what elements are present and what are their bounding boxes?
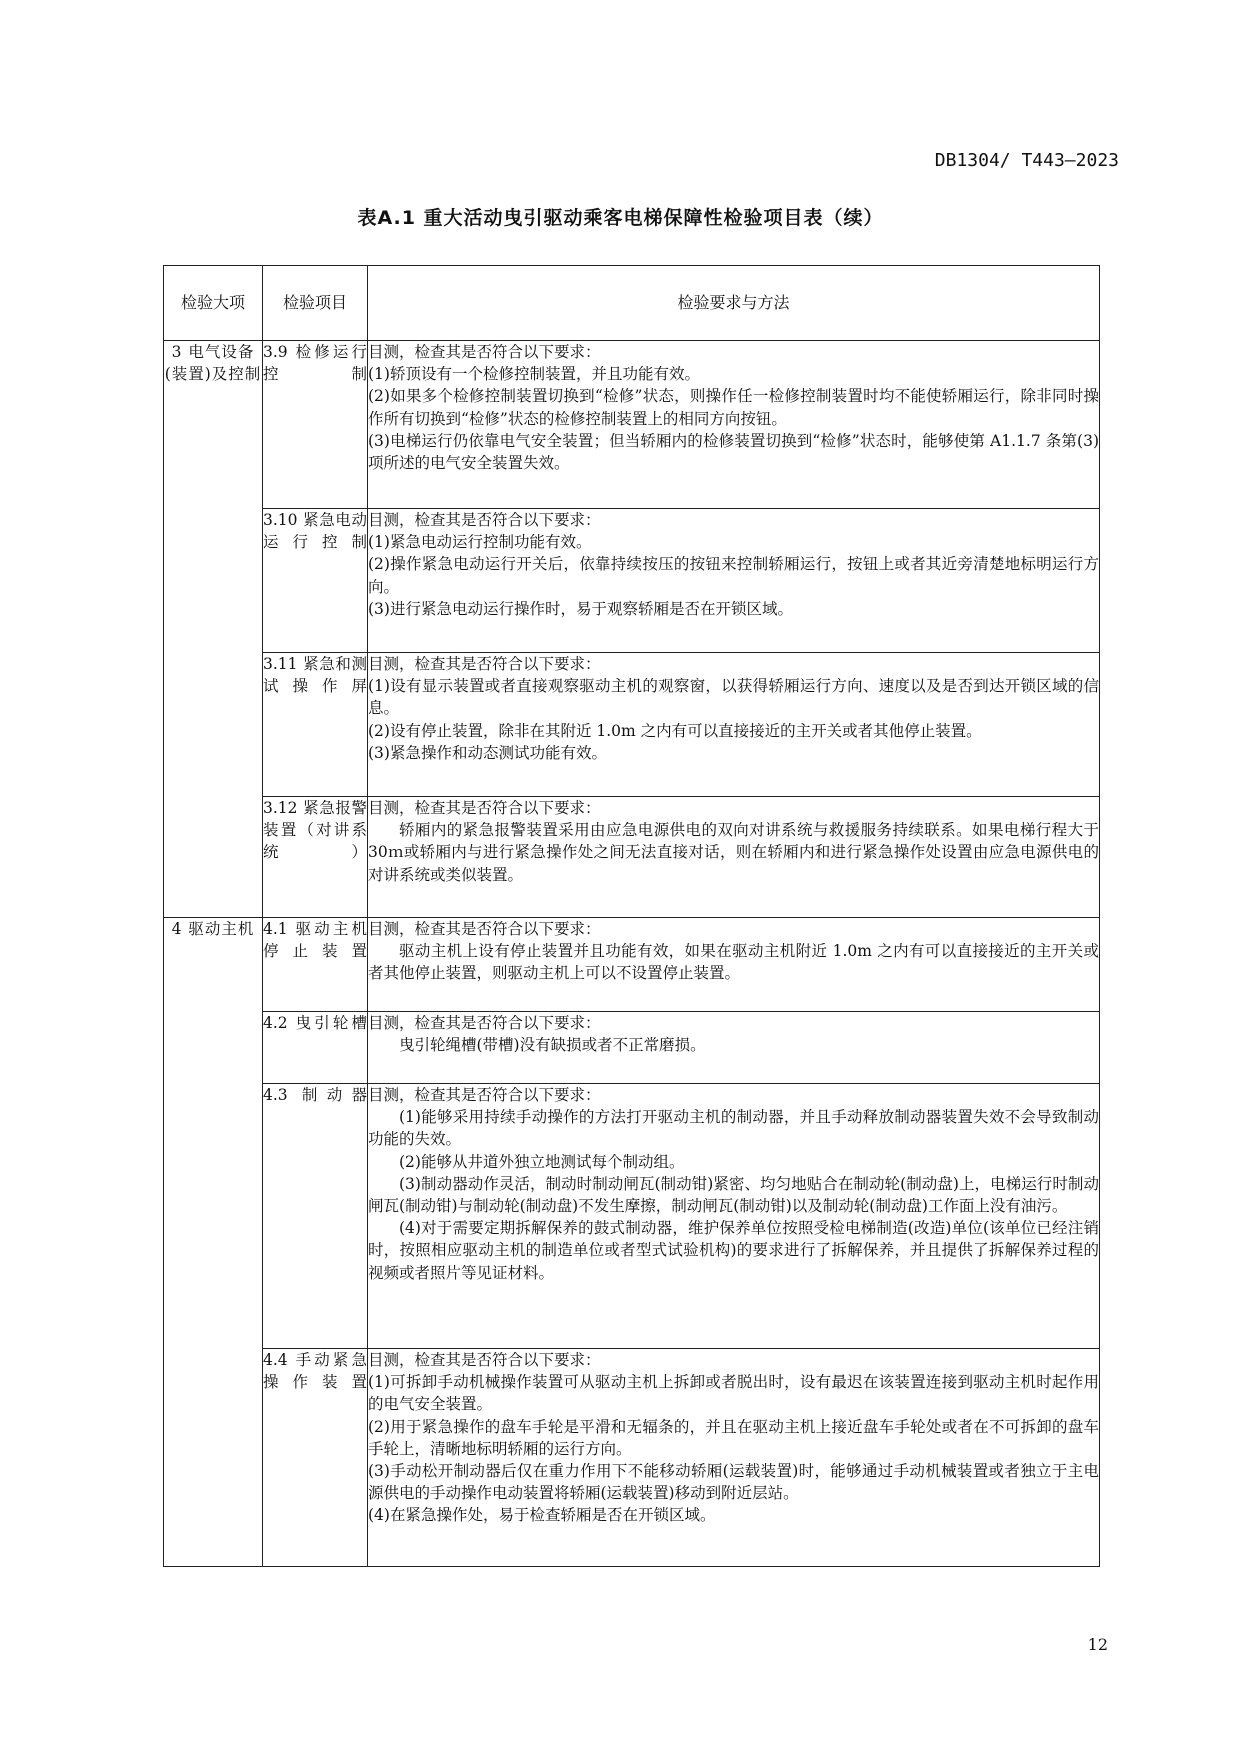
requirement-line: 曳引轮绳槽(带槽)没有缺损或者不正常磨损。	[399, 1036, 706, 1055]
requirements-cell	[368, 509, 1100, 653]
requirement-line: 目测，检查其是否符合以下要求：	[368, 655, 601, 673]
requirement-line: (2)如果多个检修控制装置切换到“检修”状态，则操作任一检修控制装置时均不能使轿厢运行，除非同时操作所有切换到“检修”状态的检修控制装置上的相同方向按钮。	[368, 387, 1099, 428]
requirement-line: 目测，检查其是否符合以下要求：	[368, 1351, 601, 1369]
item-cell: 4.3 制动器	[263, 1084, 368, 1349]
requirement-line: (3)手动松开制动器后仅在重力作用下不能移动轿厢(运载装置)时，能够通过手动机械装置或者独立于主电源供电的手动操作电动装置将轿厢(运载装置)移动到附近层站。	[368, 1462, 1099, 1503]
requirement-line: (1)可拆卸手动机械操作装置可从驱动主机上拆卸或者脱出时，设有最迟在该装置连接到驱动主机时起作用的电气安全装置。	[368, 1373, 1099, 1414]
requirement-line: 目测，检查其是否符合以下要求：	[368, 920, 601, 938]
requirement-line: (1)紧急电动运行控制功能有效。	[368, 533, 592, 552]
item-cell: 4.2 曳引轮槽	[263, 1012, 368, 1084]
requirement-line: (4)对于需要定期拆解保养的鼓式制动器，维护保养单位按照受检电梯制造(改造)单位(该单位已经注销时，按照相应驱动主机的制造单位或者型式试验机构)的要求进行了拆解保养，并且提供了拆解保养过程的视频或者照片等见证材料。	[368, 1219, 1099, 1282]
table-row	[164, 509, 1100, 653]
item-cell: 4.1 驱动主机停止装置	[263, 918, 368, 1012]
category-cell: 4 驱动主机	[164, 918, 263, 1567]
requirements-cell	[368, 797, 1100, 918]
item-cell: 3.11 紧急和测试操作屏	[263, 653, 368, 797]
requirement-line: (2)用于紧急操作的盘车手轮是平滑和无辐条的，并且在驱动主机上接近盘车手轮处或者在不可拆卸的盘车手轮上，清晰地标明轿厢的运行方向。	[368, 1417, 1099, 1458]
table-row	[164, 1349, 1100, 1567]
requirement-line: 目测，检查其是否符合以下要求：	[368, 799, 601, 817]
requirement-line: 目测，检查其是否符合以下要求：	[368, 1014, 601, 1032]
page-number: 12	[1087, 1635, 1108, 1654]
category-cell: 3 电气设备(装置)及控制	[164, 341, 263, 918]
requirement-line: (3)紧急操作和动态测试功能有效。	[368, 743, 607, 762]
requirement-line: (4)在紧急操作处，易于检查轿厢是否在开锁区域。	[368, 1506, 716, 1525]
table-row	[164, 341, 1100, 509]
table-row	[164, 797, 1100, 918]
requirement-line: (3)制动器动作灵活，制动时制动闸瓦(制动钳)紧密、均匀地贴合在制动轮(制动盘)上，电梯运行时制动闸瓦(制动钳)与制动轮(制动盘)不发生摩擦，制动闸瓦(制动钳)以及制动轮(制动盘)工作面上没有油污。	[368, 1174, 1099, 1216]
requirements-cell	[368, 1349, 1100, 1567]
requirement-line: 目测，检查其是否符合以下要求：	[368, 1086, 601, 1104]
requirement-line: (2)设有停止装置，除非在其附近 1.0m 之内有可以直接接近的主开关或者其他停止装置。	[368, 721, 982, 740]
requirement-line: 目测，检查其是否符合以下要求：	[368, 343, 601, 361]
requirements-cell	[368, 918, 1100, 1012]
requirement-line: (2)能够从井道外独立地测试每个制动组。	[399, 1152, 685, 1171]
requirement-line: (1)能够采用持续手动操作的方法打开驱动主机的制动器，并且手动释放制动器装置失效不会导致制动功能的失效。	[368, 1108, 1099, 1149]
requirements-cell	[368, 653, 1100, 797]
column-header-requirements: 检验要求与方法	[368, 266, 1100, 341]
table-row	[164, 918, 1100, 1012]
requirements-cell	[368, 1012, 1100, 1084]
table-row	[164, 653, 1100, 797]
item-cell: 3.10 紧急电动运行控制	[263, 509, 368, 653]
item-cell: 4.4 手动紧急操作装置	[263, 1349, 368, 1567]
item-cell: 3.12 紧急报警装置（对讲系统）	[263, 797, 368, 918]
table-title: 表A.1 重大活动曳引驱动乘客电梯保障性检验项目表（续）	[357, 207, 884, 229]
requirement-line: (3)进行紧急电动运行操作时，易于观察轿厢是否在开锁区域。	[368, 599, 793, 618]
requirement-line: (2)操作紧急电动运行开关后，依靠持续按压的按钮来控制轿厢运行，按钮上或者其近旁清楚地标明运行方向。	[368, 555, 1099, 596]
column-header-item: 检验项目	[263, 266, 368, 341]
requirement-line: (3)电梯运行仍依靠电气安全装置；但当轿厢内的检修装置切换到“检修”状态时，能够使第 A1.1.7 条第(3)项所述的电气安全装置失效。	[368, 431, 1099, 473]
table-row	[164, 1084, 1100, 1349]
column-header-category: 检验大项	[164, 266, 263, 341]
table-row	[164, 1012, 1100, 1084]
requirement-line: 目测，检查其是否符合以下要求：	[368, 511, 601, 529]
requirement-line: 轿厢内的紧急报警装置采用由应急电源供电的双向对讲系统与救援服务持续联系。如果电梯行程大于 30ｍ或轿厢内与进行紧急操作处之间无法直接对话，则在轿厢内和进行紧急操作处设置由应急电源供电的对讲系统或类似装置。	[368, 821, 1099, 884]
table-header-row	[164, 266, 1100, 341]
requirements-cell	[368, 341, 1100, 509]
requirement-line: (1)轿顶设有一个检修控制装置，并且功能有效。	[368, 365, 700, 384]
item-cell: 3.9 检修运行控制	[263, 341, 368, 509]
requirement-line: (1)设有显示装置或者直接观察驱动主机的观察窗，以获得轿厢运行方向、速度以及是否到达开锁区域的信息。	[368, 677, 1099, 718]
inspection-table	[163, 265, 1100, 1567]
document-code: DB1304/ T443—2023	[934, 150, 1119, 171]
requirements-cell	[368, 1084, 1100, 1349]
requirement-line: 驱动主机上设有停止装置并且功能有效，如果在驱动主机附近 1.0m 之内有可以直接接近的主开关或者其他停止装置，则驱动主机上可以不设置停止装置。	[368, 942, 1099, 983]
